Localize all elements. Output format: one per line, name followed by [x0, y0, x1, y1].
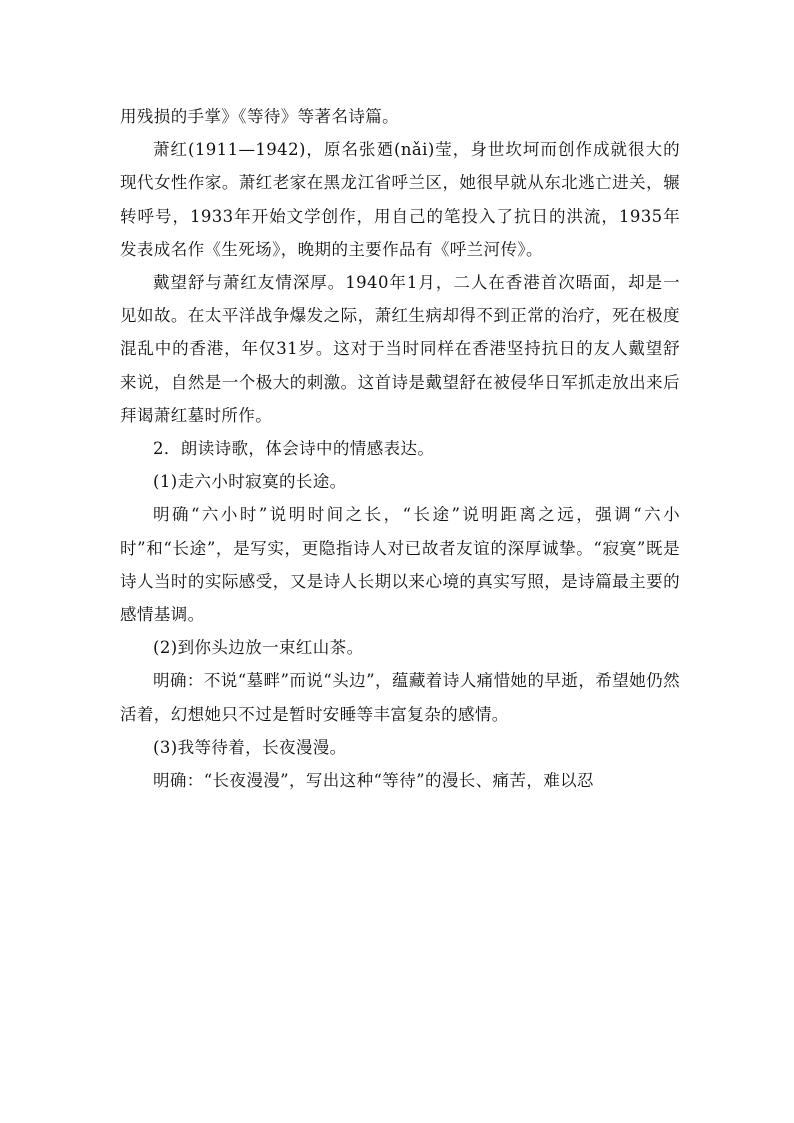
paragraph-item-1: (1)走六小时寂寞的长途。 — [153, 472, 347, 492]
document-body — [120, 100, 680, 797]
paragraph-answer-1: 明确“六小时”说明时间之长，“长途”说明距离之远，强调“六小时”和“长途”，是写实，更隐指诗人对已故者友谊的深厚诚挚。“寂寞”既是诗人当时的实际感受，又是诗人长期以来心境的真实写照，是诗篇最主要的感情基调。 — [120, 505, 680, 625]
paragraph-answer-2: 明确：不说“墓畔”而说“头边”，蕴藏着诗人痛惜她的早逝，希望她仍然活着，幻想她只不过是暂时安睡等丰富复杂的感情。 — [120, 671, 680, 724]
paragraph-item-3: (3)我等待着，长夜漫漫。 — [153, 737, 347, 757]
paragraph-xiaohong-bio: 萧红(1911—1942)，原名张廼(nǎi)莹，身世坎坷而创作成就很大的现代女性作家。萧红老家在黑龙江省呼兰区，她很早就从东北逃亡进关，辗转呼号，1933年开始文学创作，用自己的笔投入了抗日的洪流，1935年发表成名作《生死场》，晚期的主要作品有《呼兰河传》。 — [120, 140, 680, 259]
paragraph-answer-3: 明确：“长夜漫漫”，写出这种“等待”的漫长、痛苦，难以忍 — [153, 771, 594, 791]
paragraph-poem-titles: 用残损的手掌》《等待》等著名诗篇。 — [120, 107, 400, 126]
paragraph-friendship: 戴望舒与萧红友情深厚。1940年1月，二人在香港首次晤面，却是一见如故。在太平洋战争爆发之际，萧红生病却得不到正常的治疗，死在极度混乱中的香港，年仅31岁。这对于当时同样在香港坚持抗日的友人戴望舒来说，自然是一个极大的刺激。这首诗是戴望舒在被侵华日军抓走放出来后拜谒萧红墓时所作。 — [120, 273, 680, 425]
paragraph-item-2: (2)到你头边放一束红山茶。 — [153, 638, 364, 658]
paragraph-task-heading: 2．朗读诗歌，体会诗中的情感表达。 — [153, 439, 435, 459]
